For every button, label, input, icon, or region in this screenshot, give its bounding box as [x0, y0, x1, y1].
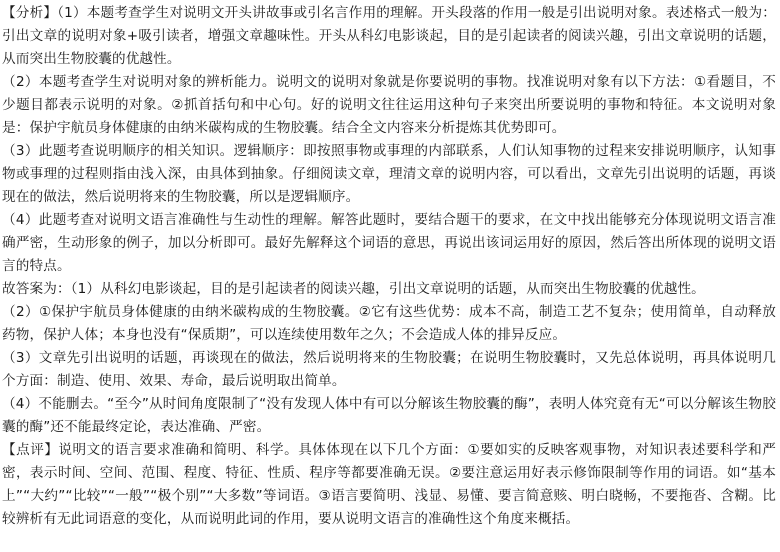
answer-paragraph-3: （3）文章先引出说明的话题，再谈现在的做法，然后说明将来的生物胶囊；在说明生物胶囊时，又先总体说明，再具体说明几个方面：制造、使用、效果、寿命，最后说明取出简单。 [2, 350, 776, 389]
answer-paragraph-2: （2）①保护宇航员身体健康的由纳米碳构成的生物胶囊。②它有这些优势：成本不高，制造工艺不复杂；使用简单，自动释放药物，保护人体；本身也没有“保质期”，可以连续使用数年之久；不会造成人体的排异反应。 [2, 304, 776, 343]
analysis-paragraph-3: （3）此题考查说明顺序的相关知识。逻辑顺序：即按照事物或事理的内部联系，人们认知事物的过程来安排说明顺序，认知事物或事理的过程则指由浅入深，由具体到抽象。仔细阅读文章，理清文章的说明内容，可以看出，文章先引出说明的话题，再谈现在的做法，然后说明将来的生物胶囊，所以是逻辑顺序。 [2, 143, 776, 205]
analysis-paragraph-2: （2）本题考查学生对说明对象的辨析能力。说明文的说明对象就是你要说明的事物。找准说明对象有以下方法：①看题目，不少题目都表示说明的对象。②抓首括句和中心句。好的说明文往往运用这种句子来突出所要说明的事物和特征。本文说明对象是：保护宇航员身体健康的由纳米碳构成的生物胶囊。结合全文内容来分析提炼其优势即可。 [2, 74, 776, 136]
analysis-paragraph-4: （4）此题考查对说明文语言准确性与生动性的理解。解答此题时，要结合题干的要求，在文中找出能够充分体现说明文语言准确严密，生动形象的例子，加以分析即可。最好先解释这个词语的意思，再说出该词运用好的原因，然后答出所体现的说明文语言的特点。 [2, 212, 776, 274]
answer-paragraph-1: 故答案为：（1）从科幻电影谈起，目的是引起读者的阅读兴趣，引出文章说明的话题，从而突出生物胶囊的优越性。 [2, 281, 705, 297]
answer-paragraph-4: （4）不能删去。“至今”从时间角度限制了“没有发现人体中有可以分解该生物胶囊的酶”，表明人体究竟有无“可以分解该生物胶囊的酶”还不能最终定论，表达准确、严密。 [2, 396, 776, 435]
analysis-paragraph-1: 【分析】（1）本题考查学生对说明文开头讲故事或引名言作用的理解。开头段落的作用一般是引出说明对象。表述格式一般为：引出文章的说明对象+吸引读者，增强文章趣味性。开头从科幻电影谈起，目的是引起读者的阅读兴趣，引出文章说明的话题，从而突出生物胶囊的优越性。 [2, 5, 776, 67]
comment-paragraph: 【点评】说明文的语言要求准确和简明、科学。具体体现在以下几个方面：①要如实的反映客观事物，对知识表述要科学和严密，表示时间、空间、范围、程度、特征、性质、程序等都要准确无误。②要注意运用好表示修饰限制等作用的词语。如“基本上”“大约”“比较”“一般”“极个别”“大多数”等词语。③语言要简明、浅显、易懂、要言简意赅、明白晓畅，不要拖沓、含糊。比较辨析有无此词语意的变化，从而说明此词的作用，要从说明文语言的准确性这个角度来概括。 [2, 442, 776, 527]
